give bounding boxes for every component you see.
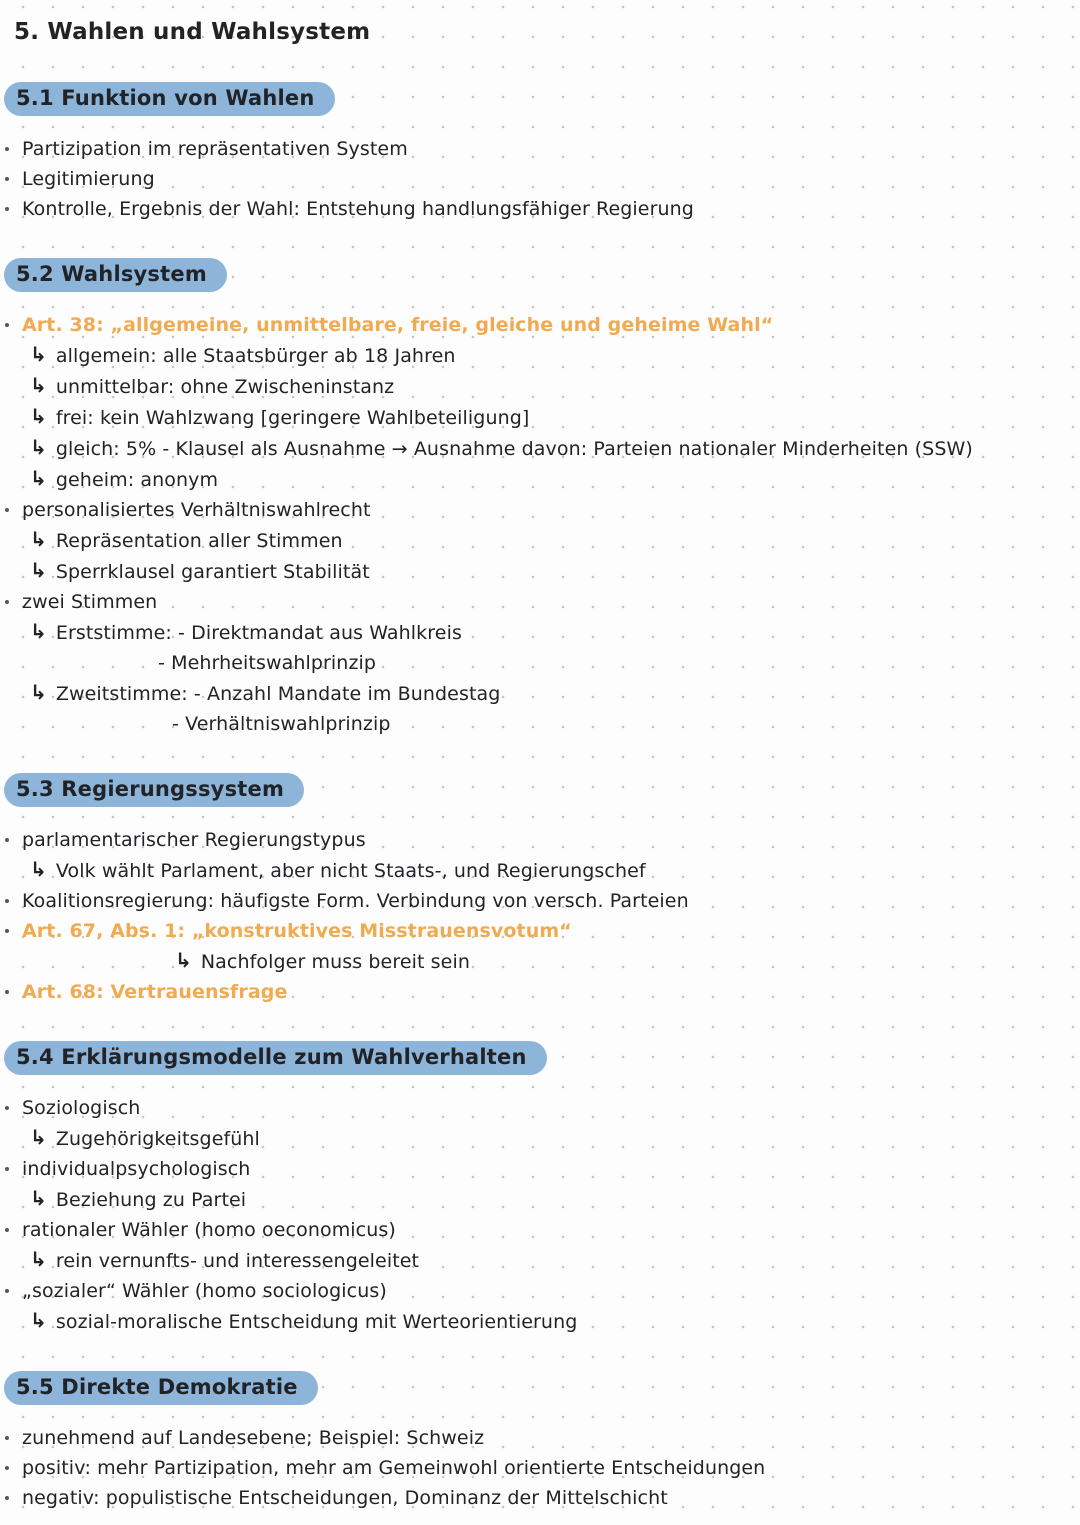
section-heading-5.3: 5.3 Regierungssystem — [4, 773, 304, 807]
sub-point — [0, 464, 1080, 495]
arrow-icon: ↳ — [30, 1308, 47, 1332]
section-body — [0, 1093, 1080, 1337]
note-point — [0, 495, 1080, 525]
section-body — [0, 134, 1080, 224]
note-text: Art. 38: „allgemeine, unmittelbare, freie, gleiche und geheime Wahl“ — [22, 314, 774, 336]
bullet-dot-icon — [5, 899, 9, 903]
arrow-icon: ↳ — [30, 1186, 47, 1210]
arrow-icon: ↳ — [30, 857, 47, 881]
bullet-dot-icon — [5, 177, 9, 181]
note-text: Erststimme: - Direktmandat aus Wahlkreis — [55, 622, 462, 644]
arrow-icon: ↳ — [30, 527, 47, 551]
sub-point — [0, 402, 1080, 433]
section-heading-5.4: 5.4 Erklärungsmodelle zum Wahlverhalten — [4, 1041, 547, 1075]
bullet-dot-icon — [5, 1167, 9, 1171]
arrow-icon: ↳ — [30, 435, 47, 459]
note-point — [0, 1453, 1080, 1483]
note-point — [0, 1093, 1080, 1123]
note-text: Volk wählt Parlament, aber nicht Staats-, und Regierungschef — [55, 860, 646, 882]
bullet-dot-icon — [5, 990, 9, 994]
bullet-dot-icon — [5, 1289, 9, 1293]
sub-point — [0, 1123, 1080, 1154]
continuation-line — [0, 648, 1080, 678]
note-text: Art. 68: Vertrauensfrage — [22, 981, 288, 1003]
note-point — [0, 310, 1080, 340]
bullet-dot-icon — [5, 323, 9, 327]
note-text: Art. 67, Abs. 1: „konstruktives Misstrauensvotum“ — [22, 920, 572, 942]
bullet-dot-icon — [5, 147, 9, 151]
note-text: Sperrklausel garantiert Stabilität — [55, 561, 370, 583]
bullet-dot-icon — [5, 1466, 9, 1470]
bullet-dot-icon — [5, 929, 9, 933]
note-text: Legitimierung — [22, 168, 155, 190]
note-point — [0, 164, 1080, 194]
bullet-dot-icon — [5, 508, 9, 512]
note-point — [0, 825, 1080, 855]
bullet-dot-icon — [5, 600, 9, 604]
note-point — [0, 1154, 1080, 1184]
note-text: „sozialer“ Wähler (homo sociologicus) — [22, 1280, 387, 1302]
section-body — [0, 1423, 1080, 1513]
note-text: Repräsentation aller Stimmen — [55, 530, 343, 552]
note-text: negativ: populistische Entscheidungen, Dominanz der Mittelschicht — [22, 1487, 668, 1509]
bullet-dot-icon — [5, 207, 9, 211]
bullet-dot-icon — [5, 838, 9, 842]
arrow-icon: ↳ — [30, 466, 47, 490]
sub-point — [0, 617, 1080, 648]
note-point — [0, 977, 1080, 1007]
arrow-icon: ↳ — [30, 373, 47, 397]
note-point — [0, 134, 1080, 164]
note-text: positiv: mehr Partizipation, mehr am Gemeinwohl orientierte Entscheidungen — [22, 1457, 766, 1479]
arrow-icon: ↳ — [30, 680, 47, 704]
note-point — [0, 1483, 1080, 1513]
bullet-dot-icon — [5, 1106, 9, 1110]
section-body — [0, 825, 1080, 1007]
note-point — [0, 194, 1080, 224]
continuation-line — [0, 709, 1080, 739]
note-point — [0, 886, 1080, 916]
note-text: personalisiertes Verhältniswahlrecht — [22, 499, 371, 521]
note-text: sozial-moralische Entscheidung mit Werteorientierung — [55, 1311, 578, 1333]
sub-point — [0, 1306, 1080, 1337]
note-text: rationaler Wähler (homo oeconomicus) — [22, 1219, 396, 1241]
bullet-dot-icon — [5, 1228, 9, 1232]
note-text: zunehmend auf Landesebene; Beispiel: Schweiz — [22, 1427, 485, 1449]
arrow-icon: ↳ — [30, 1247, 47, 1271]
arrow-icon: ↳ — [30, 342, 47, 366]
note-point — [0, 916, 1080, 946]
section-heading-5.2: 5.2 Wahlsystem — [4, 258, 227, 292]
bullet-dot-icon — [5, 1436, 9, 1440]
note-text: parlamentarischer Regierungstypus — [22, 829, 366, 851]
note-text: gleich: 5% - Klausel als Ausnahme → Ausnahme davon: Parteien nationaler Minderheiten (SSW) — [55, 438, 973, 460]
note-text: Koalitionsregierung: häufigste Form. Verbindung von versch. Parteien — [22, 890, 689, 912]
arrow-icon: ↳ — [30, 404, 47, 428]
section-body — [0, 310, 1080, 739]
note-text: Zweitstimme: - Anzahl Mandate im Bundestag — [55, 683, 501, 705]
note-text: - Mehrheitswahlprinzip — [158, 652, 377, 674]
note-point — [0, 1276, 1080, 1306]
note-text: unmittelbar: ohne Zwischeninstanz — [55, 376, 395, 398]
sub-point — [0, 433, 1080, 464]
note-text: allgemein: alle Staatsbürger ab 18 Jahren — [55, 345, 456, 367]
note-text: Partizipation im repräsentativen System — [22, 138, 408, 160]
note-text: - Verhältniswahlprinzip — [172, 713, 391, 735]
note-text: individualpsychologisch — [22, 1158, 251, 1180]
arrow-icon: ↳ — [30, 558, 47, 582]
note-point — [0, 1215, 1080, 1245]
sub-point — [0, 855, 1080, 886]
sub-point — [0, 371, 1080, 402]
note-text: rein vernunfts- und interessengeleitet — [55, 1250, 420, 1272]
note-text: frei: kein Wahlzwang [geringere Wahlbeteiligung] — [55, 407, 530, 429]
arrow-icon: ↳ — [30, 619, 47, 643]
note-text: Soziologisch — [22, 1097, 141, 1119]
sub-point — [0, 556, 1080, 587]
sub-point — [0, 1184, 1080, 1215]
note-point — [0, 1423, 1080, 1453]
sub-point — [0, 1245, 1080, 1276]
arrow-icon: ↳ — [30, 1125, 47, 1149]
note-text: Zugehörigkeitsgefühl — [55, 1128, 260, 1150]
sections — [0, 48, 1080, 1513]
sub-point — [0, 678, 1080, 709]
section-heading-5.5: 5.5 Direkte Demokratie — [4, 1371, 318, 1405]
note-text: zwei Stimmen — [22, 591, 158, 613]
note-text: Beziehung zu Partei — [55, 1189, 247, 1211]
arrow-icon: ↳ — [175, 948, 192, 972]
sub-point — [0, 525, 1080, 556]
note-text: Kontrolle, Ergebnis der Wahl: Entstehung handlungsfähiger Regierung — [22, 198, 694, 220]
sub-point — [0, 340, 1080, 371]
note-point — [0, 587, 1080, 617]
sub-point — [0, 946, 1080, 977]
bullet-dot-icon — [5, 1496, 9, 1500]
section-heading-5.1: 5.1 Funktion von Wahlen — [4, 82, 335, 116]
note-text: Nachfolger muss bereit sein — [200, 951, 470, 973]
page-title: 5. Wahlen und Wahlsystem — [14, 19, 371, 45]
note-text: geheim: anonym — [55, 469, 219, 491]
